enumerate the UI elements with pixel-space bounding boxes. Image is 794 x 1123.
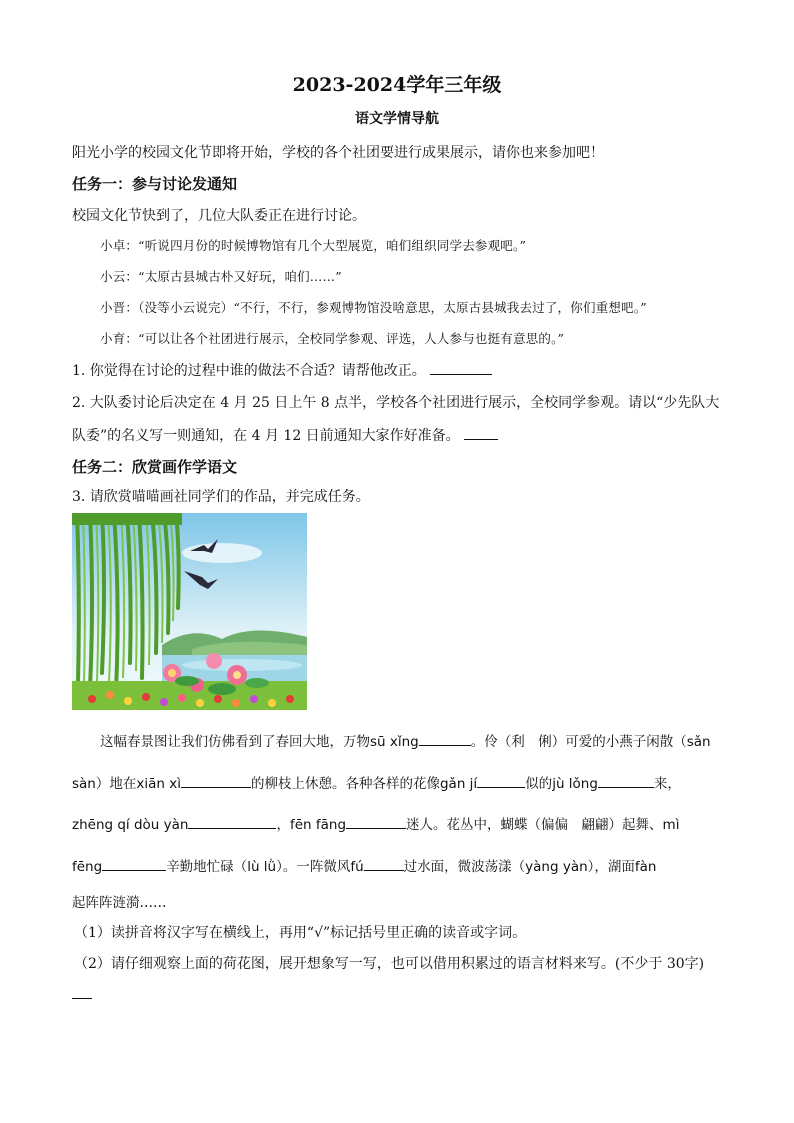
passage-text: ），湖面 — [587, 859, 635, 875]
answer-blank[interactable] — [188, 814, 276, 829]
passage-text: 来， — [653, 776, 681, 792]
task1-lead: 校园文化节快到了，几位大队委正在进行讨论。 — [72, 208, 366, 224]
intro-text: 阳光小学的校园文化节即将开始，学校的各个社团要进行成果展示，请你也来参加吧！ — [72, 145, 604, 161]
pinyin: sǎn — [686, 734, 711, 750]
pinyin: fàn — [634, 859, 657, 875]
passage-line-5: 起阵阵涟漪…… — [72, 895, 167, 911]
passage-text: 过水面，微波荡漾（ — [403, 859, 526, 875]
answer-blank[interactable] — [477, 773, 525, 788]
passage-text: ）地在 — [95, 776, 137, 792]
answer-blank[interactable] — [102, 856, 166, 871]
question-3: 3. 请欣赏喵喵画社同学们的作品，并完成任务。 — [72, 489, 370, 505]
dialogue-line-3: 小晋：（没等小云说完）“不行，不行，参观博物馆没啥意思，太原古县城我去过了，你们重想吧。” — [100, 300, 647, 315]
spring-painting-image — [72, 513, 307, 710]
sub-question-1: （1）读拼音将汉字写在横线上，再用“√”标记括号里正确的读音或字词。 — [74, 925, 527, 941]
passage-text: 这幅春景图让我们仿佛看到了春回大地，万物 — [100, 734, 370, 750]
passage-line-2 — [72, 772, 681, 792]
pinyin: lù lǜ — [247, 859, 277, 875]
passage-line-1 — [100, 730, 711, 750]
sub-question-2: （2）请仔细观察上面的荷花图，展开想象写一写，也可以借用积累过的语言材料来写。(不少于 30字) — [74, 956, 705, 972]
pinyin: sū xǐng — [370, 734, 419, 750]
answer-blank[interactable] — [181, 773, 251, 788]
passage-line-4 — [72, 855, 657, 875]
passage-text: 辛勤地忙碌（ — [166, 859, 248, 875]
answer-blank[interactable] — [598, 773, 654, 788]
question-2-text: 队委”的名义写一则通知，在 4 月 12 日前通知大家作好准备。 — [72, 428, 460, 444]
pinyin: xiān xì — [136, 776, 181, 792]
passage-text: ， — [276, 817, 290, 833]
dialogue-line-1: 小卓：“听说四月份的时候博物馆有几个大型展览，咱们组织同学去参观吧。” — [100, 238, 527, 253]
passage-text: ）。一阵微风 — [276, 859, 351, 875]
willow-swallow-lotus-icon — [72, 513, 307, 710]
answer-blank[interactable] — [430, 360, 492, 375]
pinyin: sàn — [72, 776, 96, 792]
question-2-line1: 2. 大队委讨论后决定在 4 月 25 日上午 8 点半，学校各个社团进行展示，全校同学参观。请以“少先队大 — [72, 395, 720, 411]
page-subtitle: 语文学情导航 — [355, 111, 439, 127]
question-1-text: 1. 你觉得在讨论的过程中谁的做法不合适？请帮他改正。 — [72, 363, 426, 379]
page-title: 2023-2024学年三年级 — [292, 74, 502, 96]
question-2-line2 — [72, 425, 498, 445]
passage-text: 似的 — [525, 776, 553, 792]
dialogue-line-4: 小育：“可以让各个社团进行展示，全校同学参观、评选，人人参与也挺有意思的。” — [100, 331, 565, 346]
task2-heading: 任务二：欣赏画作学语文 — [72, 458, 238, 476]
answer-blank[interactable] — [464, 425, 498, 440]
passage-text: 。伶（利 俐）可爱的小燕子闲散（ — [470, 734, 687, 750]
dialogue-line-2: 小云：“太原古县城古朴又好玩，咱们……” — [100, 269, 342, 284]
pinyin: fēng — [72, 859, 103, 875]
answer-blank[interactable] — [419, 731, 471, 746]
passage-text: 的柳枝上休憩。各种各样的花像 — [250, 776, 440, 792]
passage-text: 迷人。花丛中，蝴蝶（偏偏 翩翩）起舞、 — [406, 817, 663, 833]
passage-line-3 — [72, 813, 679, 833]
pinyin: mì — [662, 817, 680, 833]
task1-heading: 任务一：参与讨论发通知 — [72, 175, 238, 193]
pinyin: zhēng qí dòu yàn — [72, 817, 189, 833]
answer-blank[interactable] — [346, 814, 406, 829]
pinyin: jù lǒng — [552, 776, 598, 792]
pinyin: yàng yàn — [525, 859, 588, 875]
answer-blank[interactable] — [72, 984, 92, 999]
question-1 — [72, 360, 492, 380]
pinyin: gǎn jí — [439, 776, 478, 792]
pinyin: fēn fāng — [289, 817, 347, 833]
answer-blank[interactable] — [364, 856, 404, 871]
pinyin: fú — [350, 859, 364, 875]
